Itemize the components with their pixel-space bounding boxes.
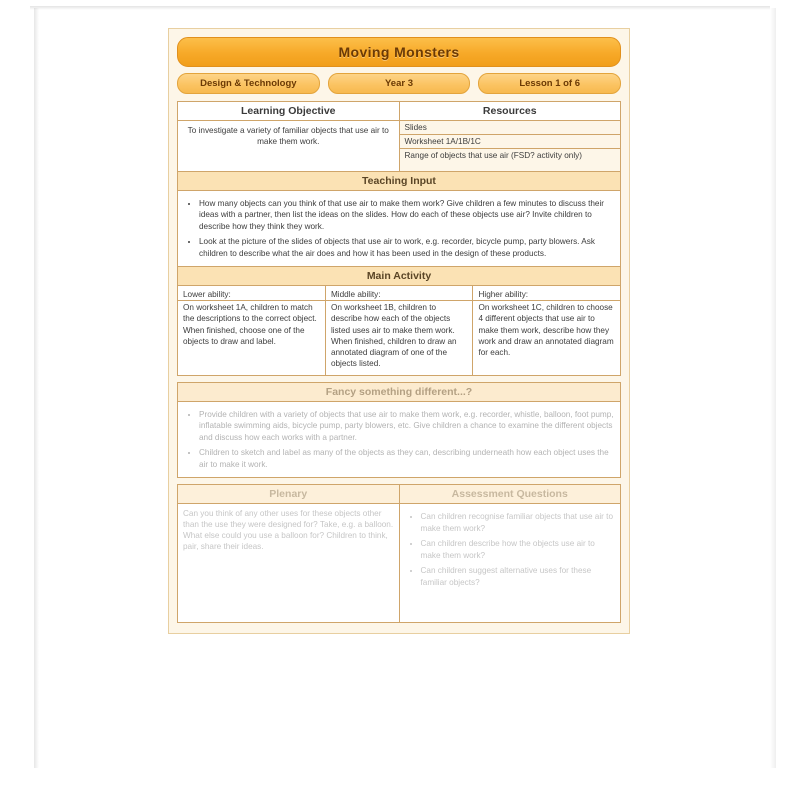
page-shadow-left bbox=[34, 8, 39, 768]
meta-row bbox=[177, 73, 621, 94]
resource-item: Worksheet 1A/1B/1C bbox=[400, 135, 621, 149]
table-row-plenary-bodies bbox=[178, 504, 621, 623]
higher-ability-text: On worksheet 1C, children to choose 4 different objects that use air to make them work, describe how they work and draw an annotated diagram for each. bbox=[473, 301, 621, 375]
table-row-ability-labels bbox=[178, 286, 621, 301]
table-row-fancy-header bbox=[178, 382, 621, 401]
assessment-item: • Can children recognise familiar objects that use air to make them work? bbox=[421, 511, 616, 534]
assessment-header: Assessment Questions bbox=[399, 485, 621, 504]
fancy-item: • Children to sketch and label as many of the objects as they can, describing underneath how each object uses the air to make it work. bbox=[199, 447, 615, 470]
lower-ability-text: On worksheet 1A, children to match the descriptions to the correct object. When finished, choose one of the objects to draw and label. bbox=[178, 301, 326, 375]
subject-chip: Design & Technology bbox=[177, 73, 320, 94]
middle-ability-text: On worksheet 1B, children to describe how each of the objects listed uses air to make them work. When finished, children to draw an annotated diagram of one of the objects listed. bbox=[325, 301, 473, 375]
page-shadow-right bbox=[770, 8, 776, 768]
assessment-item: • Can children describe how the objects use air to make them work? bbox=[421, 538, 616, 561]
table-row-fancy-body bbox=[178, 401, 621, 477]
learning-objective-header: Learning Objective bbox=[178, 102, 400, 121]
lesson-plan-document bbox=[168, 28, 630, 634]
learning-objective-text: To investigate a variety of familiar objects that use air to make them work. bbox=[178, 121, 400, 172]
main-activity-table bbox=[177, 285, 621, 375]
plenary-text: Can you think of any other uses for these objects other than the use they were designed for? Take, e.g. a balloon. What else could you use a balloon for? Children to think, pair, share their ideas. bbox=[178, 504, 400, 623]
teaching-input-item: • How many objects can you think of that use air to make them work? Give children a few minutes to discuss their ideas with a partner, then list the ideas on the slides. How do each of these objects use air? Invite children to describe how they think they work. bbox=[199, 198, 615, 232]
fancy-section-table bbox=[177, 382, 621, 478]
higher-ability-label: Higher ability: bbox=[473, 286, 621, 301]
teaching-input-header: Teaching Input bbox=[178, 172, 621, 191]
document-title: Moving Monsters bbox=[177, 37, 621, 67]
year-chip: Year 3 bbox=[328, 73, 471, 94]
fancy-item: • Provide children with a variety of objects that use air to make them work, e.g. recorder, whistle, balloon, foot pump, inflatable swimming aids, bicycle pump, party blowers, etc. Give children a chance to examine the different objects and discuss how each works with a partner. bbox=[199, 409, 615, 443]
lower-ability-label: Lower ability: bbox=[178, 286, 326, 301]
table-row-plenary-headers bbox=[178, 485, 621, 504]
teaching-input-item: • Look at the picture of the slides of objects that use air to work, e.g. recorder, bicycle pump, party blowers. Ask children to describe what the air does and how it has been used in the design of these products. bbox=[199, 236, 615, 259]
fancy-body bbox=[178, 401, 621, 477]
table-row-teaching-input-header bbox=[178, 172, 621, 191]
resource-item: Range of objects that use air (FSD? activity only) bbox=[404, 151, 582, 160]
middle-ability-label: Middle ability: bbox=[325, 286, 473, 301]
table-row-main-activity-header bbox=[178, 267, 621, 286]
table-row-headers bbox=[178, 102, 621, 121]
fancy-header: Fancy something different...? bbox=[178, 382, 621, 401]
assessment-body bbox=[399, 504, 621, 623]
assessment-list bbox=[405, 511, 616, 588]
table-row-teaching-input-body bbox=[178, 191, 621, 267]
assessment-item: • Can children suggest alternative uses for these familiar objects? bbox=[421, 565, 616, 588]
table-row-ability-bodies bbox=[178, 301, 621, 375]
teaching-input-body bbox=[178, 191, 621, 267]
page-shadow-top bbox=[30, 6, 770, 10]
plenary-assessment-table bbox=[177, 484, 621, 623]
resource-item: Slides bbox=[400, 121, 621, 135]
resources-list bbox=[399, 121, 621, 172]
plenary-header: Plenary bbox=[178, 485, 400, 504]
lesson-plan-table bbox=[177, 101, 621, 286]
table-row-objective-resources bbox=[178, 121, 621, 172]
fancy-list bbox=[183, 409, 615, 470]
resources-header: Resources bbox=[399, 102, 621, 121]
main-activity-header: Main Activity bbox=[178, 267, 621, 286]
teaching-input-list bbox=[183, 198, 615, 259]
lesson-number-chip: Lesson 1 of 6 bbox=[478, 73, 621, 94]
